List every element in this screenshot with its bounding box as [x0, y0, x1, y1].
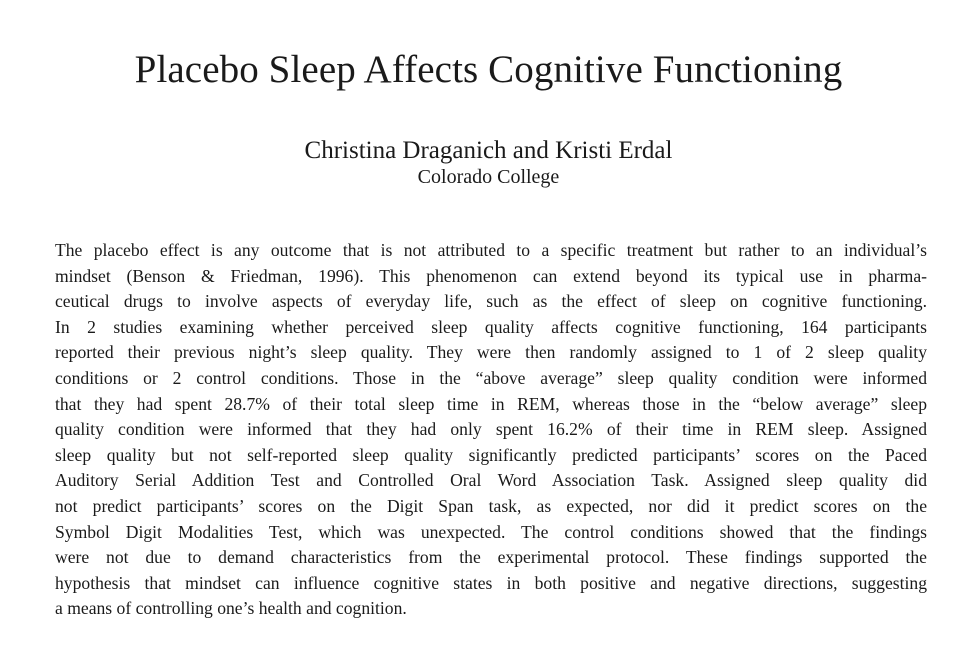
abstract-line: mindset (Benson & Friedman, 1996). This phenomenon can extend beyond its typical use in pharma- [55, 265, 927, 286]
abstract-line: conditions or 2 control conditions. Those in the “above average” sleep quality condition were informed [55, 367, 927, 388]
abstract-line: hypothesis that mindset can influence cognitive states in both positive and negative directions, suggesting [55, 572, 927, 593]
paper-affiliation: Colorado College [417, 166, 560, 188]
abstract-line: reported their previous night’s sleep quality. They were then randomly assigned to 1 of 2 sleep quality [55, 342, 927, 363]
abstract-line: were not due to demand characteristics from the experimental protocol. These findings supported the [55, 547, 927, 568]
abstract-line: that they had spent 28.7% of their total sleep time in REM, whereas those in the “below average” sleep [55, 393, 927, 414]
paper-authors: Christina Draganich and Kristi Erdal [304, 137, 673, 164]
abstract-line: ceutical drugs to involve aspects of everyday life, such as the effect of sleep on cognitive functioning. [55, 291, 927, 312]
abstract-line: In 2 studies examining whether perceived sleep quality affects cognitive functioning, 164 participants [55, 316, 927, 337]
abstract-line: not predict participants’ scores on the Digit Span task, as expected, nor did it predict scores on the [55, 495, 927, 516]
abstract-line: Symbol Digit Modalities Test, which was unexpected. The control conditions showed that the findings [55, 521, 927, 542]
abstract-line: quality condition were informed that they had only spent 16.2% of their time in REM sleep. Assigned [55, 419, 927, 440]
paper-title: Placebo Sleep Affects Cognitive Functioning [134, 48, 843, 91]
abstract-line: a means of controlling one’s health and cognition. [55, 598, 407, 619]
abstract-line: Auditory Serial Addition Test and Controlled Oral Word Association Task. Assigned sleep quality did [55, 470, 927, 491]
abstract [55, 238, 927, 622]
abstract-line: The placebo effect is any outcome that is not attributed to a specific treatment but rather to an individual’s [55, 240, 927, 260]
abstract-line: sleep quality but not self-reported sleep quality significantly predicted participants’ scores on the Paced [55, 444, 927, 465]
